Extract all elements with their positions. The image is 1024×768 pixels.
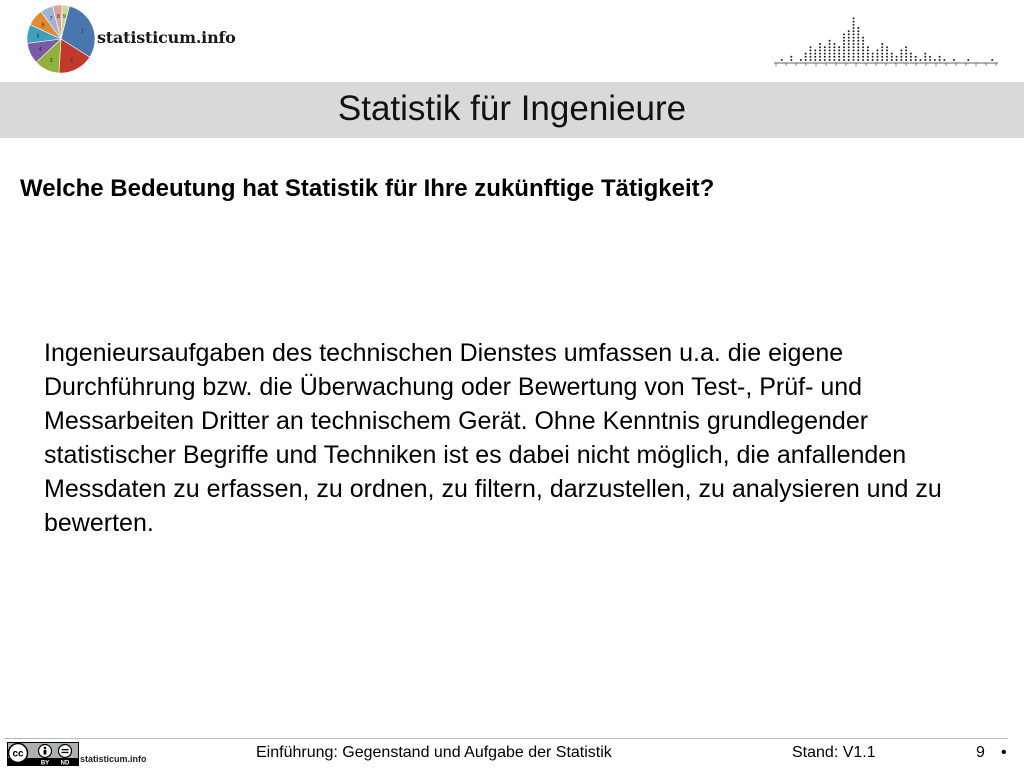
- dotplot-dot: [829, 56, 831, 58]
- dotplot-dot: [838, 56, 840, 58]
- dotplot-dot: [924, 56, 926, 58]
- dotplot-dot: [934, 59, 936, 61]
- dotplot-dot: [853, 24, 855, 26]
- dotplot-dot: [848, 40, 850, 42]
- dotplot-dot: [876, 59, 878, 61]
- cc-by-nd-icon: [7, 742, 79, 766]
- footer-course-title: Einführung: Gegenstand und Aufgabe der Statistik: [256, 744, 612, 761]
- dotplot-dot: [790, 59, 792, 61]
- dotplot-dot: [790, 56, 792, 58]
- dotplot-dot: [809, 56, 811, 58]
- dotplot-dot: [848, 49, 850, 51]
- dotplot-dot: [838, 46, 840, 48]
- logo-pie-label: 2: [70, 57, 73, 64]
- dotplot-dot: [843, 49, 845, 51]
- dotplot-dot: [862, 40, 864, 42]
- dotplot-dot: [862, 37, 864, 39]
- logo-pie-label: 5: [36, 33, 40, 40]
- dotplot-dot: [876, 49, 878, 51]
- dotplot-dot: [843, 56, 845, 58]
- logo-pie-label: 9: [62, 14, 66, 21]
- dotplot-dot: [862, 59, 864, 61]
- dotplot-dot: [886, 56, 888, 58]
- dotplot-dot: [833, 49, 835, 51]
- dotplot-dot: [924, 59, 926, 61]
- dotplot-dot: [857, 56, 859, 58]
- dotplot-dot: [876, 53, 878, 55]
- dotplot-dot: [991, 59, 993, 61]
- by-label: BY: [40, 760, 50, 766]
- dotplot-dot: [853, 37, 855, 39]
- dotplot-dot: [924, 53, 926, 55]
- dotplot-dot: [853, 56, 855, 58]
- dotplot-dot: [967, 59, 969, 61]
- dotplot-dot: [876, 56, 878, 58]
- dotplot-dot: [853, 33, 855, 35]
- dotplot-dot: [857, 30, 859, 32]
- dotplot-dot: [819, 59, 821, 61]
- dotplot-dot: [857, 27, 859, 29]
- dotplot-dot: [848, 43, 850, 45]
- dotplot-dot: [857, 33, 859, 35]
- dotplot-dot: [919, 59, 921, 61]
- dotplot-dot: [853, 40, 855, 42]
- dotplot-dot: [843, 33, 845, 35]
- footer-bullet: •: [1001, 744, 1007, 761]
- dotplot-dot: [881, 43, 883, 45]
- dotplot-dot: [867, 46, 869, 48]
- dotplot-dot: [891, 59, 893, 61]
- dotplot-dot: [843, 59, 845, 61]
- dotplot-dot: [862, 43, 864, 45]
- dotplot-dot: [848, 59, 850, 61]
- dotplot-dot: [900, 56, 902, 58]
- dotplot-dot: [829, 49, 831, 51]
- footer-divider: [4, 738, 1008, 739]
- dotplot-dot: [829, 53, 831, 55]
- dotplot-dot: [886, 53, 888, 55]
- dotplot-dot: [872, 56, 874, 58]
- dotplot-dot: [814, 53, 816, 55]
- dotplot-dot: [896, 56, 898, 58]
- dotplot-dot: [915, 56, 917, 58]
- dotplot-dot: [853, 27, 855, 29]
- dotplot-dot: [929, 59, 931, 61]
- dotplot-icon: [772, 10, 1002, 70]
- dotplot-dot: [867, 49, 869, 51]
- dotplot-dot: [939, 59, 941, 61]
- dotplot-dot: [819, 56, 821, 58]
- logo-pie-label: 4: [38, 46, 42, 53]
- dotplot-dot: [915, 59, 917, 61]
- dotplot-dot: [843, 46, 845, 48]
- dotplot-dot: [900, 53, 902, 55]
- dotplot-dot: [829, 40, 831, 42]
- dotplot-dot: [814, 59, 816, 61]
- dotplot-dot: [857, 59, 859, 61]
- dotplot-dot: [857, 46, 859, 48]
- dotplot-dot: [829, 59, 831, 61]
- dotplot-dot: [781, 59, 783, 61]
- dotplot-dot: [838, 49, 840, 51]
- dotplot-dot: [833, 59, 835, 61]
- dotplot-dot: [910, 59, 912, 61]
- dotplot-dot: [857, 37, 859, 39]
- logo-pie-label: 8: [57, 14, 60, 21]
- dotplot-dot: [905, 49, 907, 51]
- dotplot-dot: [805, 59, 807, 61]
- dotplot-dot: [819, 53, 821, 55]
- dotplot-dot: [853, 21, 855, 23]
- dotplot-dot: [833, 43, 835, 45]
- dotplot-dot: [857, 53, 859, 55]
- page-number: 9: [976, 744, 985, 761]
- dotplot-dot: [905, 56, 907, 58]
- dotplot-dot: [939, 56, 941, 58]
- logo-pie-label: 3: [49, 57, 53, 64]
- dotplot-dot: [814, 49, 816, 51]
- dotplot-dot: [809, 53, 811, 55]
- dotplot-dot: [819, 46, 821, 48]
- logo-text: statisticum.info: [97, 28, 236, 47]
- dotplot-dot: [809, 49, 811, 51]
- dotplot-dot: [843, 43, 845, 45]
- dotplot-dot: [853, 49, 855, 51]
- dotplot-dot: [900, 59, 902, 61]
- dotplot-dot: [867, 53, 869, 55]
- dotplot-dot: [910, 53, 912, 55]
- dotplot-dot: [833, 56, 835, 58]
- dotplot-dot: [862, 46, 864, 48]
- dotplot-dot: [800, 59, 802, 61]
- dotplot-dot: [867, 59, 869, 61]
- license-site-text: statisticum.info: [80, 754, 147, 764]
- dotplot-dot: [857, 49, 859, 51]
- dotplot-dot: [905, 53, 907, 55]
- dotplot-dot: [824, 46, 826, 48]
- dotplot-dot: [886, 59, 888, 61]
- dotplot-dot: [833, 53, 835, 55]
- dotplot-dot: [872, 59, 874, 61]
- dotplot-dot: [824, 49, 826, 51]
- dotplot-dot: [829, 46, 831, 48]
- cc-label: cc: [12, 748, 24, 760]
- dotplot-dot: [805, 53, 807, 55]
- dotplot-dot: [853, 53, 855, 55]
- dotplot-dot: [886, 49, 888, 51]
- dotplot-dot: [900, 49, 902, 51]
- dotplot-dot: [881, 56, 883, 58]
- dotplot-dot: [891, 56, 893, 58]
- dotplot-dot: [886, 46, 888, 48]
- dotplot-dot: [838, 59, 840, 61]
- dotplot-dot: [833, 46, 835, 48]
- dotplot-dot: [853, 30, 855, 32]
- dotplot-dot: [853, 17, 855, 19]
- dotplot-dot: [881, 49, 883, 51]
- dotplot-dot: [824, 53, 826, 55]
- logo-pie-label: 6: [41, 22, 45, 29]
- dotplot-dot: [843, 40, 845, 42]
- dotplot-dot: [809, 59, 811, 61]
- dotplot-dot: [848, 56, 850, 58]
- dotplot-dot: [881, 53, 883, 55]
- logo-pie-label: 7: [49, 16, 53, 23]
- dotplot-dot: [862, 56, 864, 58]
- statisticum-logo-pie-icon: [25, 3, 97, 75]
- body-paragraph: Ingenieursaufgaben des technischen Dienstes umfassen u.a. die eigene Durchführung bzw. die Überwachung oder Bewertung von Test-, Prüf- und Messarbeiten Dritter an technischem Gerät. Ohne Kenntnis grundlegender statistischer Begriffe und Techniken ist es dabei nicht möglich, die anfallenden Messdaten zu erfassen, zu ordnen, zu filtern, darzustellen, zu analysieren und zu bewerten.: [44, 339, 942, 537]
- nd-label: ND: [60, 760, 70, 766]
- dotplot-dot: [910, 56, 912, 58]
- dotplot-dot: [809, 46, 811, 48]
- dotplot-dot: [867, 56, 869, 58]
- dotplot-dot: [891, 53, 893, 55]
- dotplot-dot: [857, 43, 859, 45]
- dotplot-dot: [805, 56, 807, 58]
- dotplot-dot: [838, 53, 840, 55]
- dotplot-dot: [862, 53, 864, 55]
- dotplot-dot: [829, 43, 831, 45]
- dotplot-dot: [824, 56, 826, 58]
- dotplot-dot: [848, 53, 850, 55]
- dotplot-dot: [853, 59, 855, 61]
- dotplot-dot: [819, 43, 821, 45]
- dotplot-dot: [824, 59, 826, 61]
- dotplot-dot: [848, 30, 850, 32]
- dotplot-dot: [872, 53, 874, 55]
- dotplot-dot: [848, 33, 850, 35]
- dotplot-dot: [819, 49, 821, 51]
- dotplot-dot: [881, 46, 883, 48]
- dotplot-dot: [857, 40, 859, 42]
- dotplot-dot: [862, 49, 864, 51]
- logo-pie-label: 1: [81, 28, 84, 35]
- dotplot-dot: [881, 59, 883, 61]
- dotplot-dot: [953, 59, 955, 61]
- dotplot-dot: [848, 46, 850, 48]
- slide-title: Statistik für Ingenieure: [337, 89, 687, 128]
- footer-version: Stand: V1.1: [792, 744, 876, 761]
- question-heading: Welche Bedeutung hat Statistik für Ihre zukünftige Tätigkeit?: [20, 175, 715, 202]
- dotplot-dot: [848, 37, 850, 39]
- dotplot-dot: [814, 56, 816, 58]
- dotplot-dot: [943, 59, 945, 61]
- dotplot-dot: [929, 56, 931, 58]
- dotplot-dot: [905, 46, 907, 48]
- dotplot-dot: [905, 59, 907, 61]
- dotplot-dot: [843, 53, 845, 55]
- dotplot-dot: [853, 46, 855, 48]
- dotplot-dot: [843, 37, 845, 39]
- dotplot-dot: [853, 43, 855, 45]
- dotplot-dot: [896, 59, 898, 61]
